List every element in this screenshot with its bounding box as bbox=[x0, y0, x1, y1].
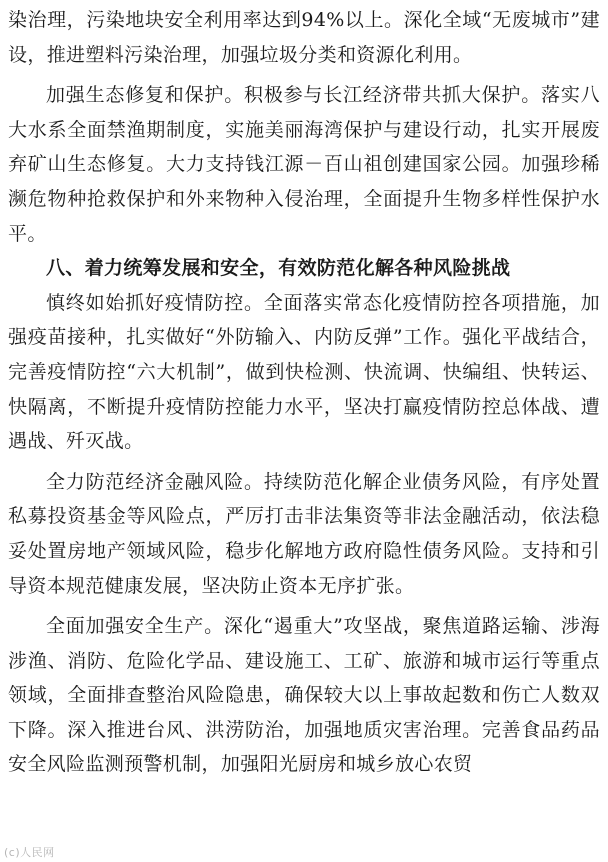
paragraph-financial-risk: 全力防范经济金融风险。持续防范化解企业债务风险，有序处置私募投资基金等风险点，严厉打击非法集资等非法金融活动，依法稳妥处置房地产领域风险，稳步化解地方政府隐性债务风险。支持和引导资本规范健康发展，坚决防止资本无序扩张。 bbox=[8, 470, 600, 597]
paragraph-epidemic-control: 慎终如始抓好疫情防控。全面落实常态化疫情防控各项措施，加强疫苗接种，扎实做好“外防输入、内防反弹”工作。强化平战结合，完善疫情防控“六大机制”，做到快检测、快流调、快编组、快转运、快隔离，不断提升疫情防控能力水平，坚决打赢疫情防控总体战、遭遇战、歼灭战。 bbox=[8, 291, 600, 453]
watermark-text: (c)人民网 bbox=[4, 846, 55, 859]
paragraph-production-safety: 全面加强安全生产。深化“遏重大”攻坚战，聚焦道路运输、涉海涉渔、消防、危险化学品、建设施工、工矿、旅游和城市运行等重点领域，全面排查整治风险隐患，确保较大以上事故起数和伤亡人数双下降。深入推进台风、洪涝防治，加强地质灾害治理。完善食品药品安全风险监测预警机制，加强阳光厨房和城乡放心农贸 bbox=[8, 615, 600, 776]
section-heading: 八、着力统筹发展和安全，有效防范化解各种风险挑战 bbox=[46, 257, 511, 280]
paragraph-ecological-restoration: 加强生态修复和保护。积极参与长江经济带共抓大保护。落实八大水系全面禁渔期制度，实施美丽海湾保护与建设行动，扎实开展废弃矿山生态修复。大力支持钱江源－百山祖创建国家公园。加强珍稀濒危物种抢救保护和外来物种入侵治理，全面提升生物多样性保护水平。 bbox=[8, 84, 600, 245]
paragraph-pollution-control: 染治理，污染地块安全利用率达到94%以上。深化全域“无废城市”建设，推进塑料污染治理，加强垃圾分类和资源化利用。 bbox=[8, 9, 600, 66]
